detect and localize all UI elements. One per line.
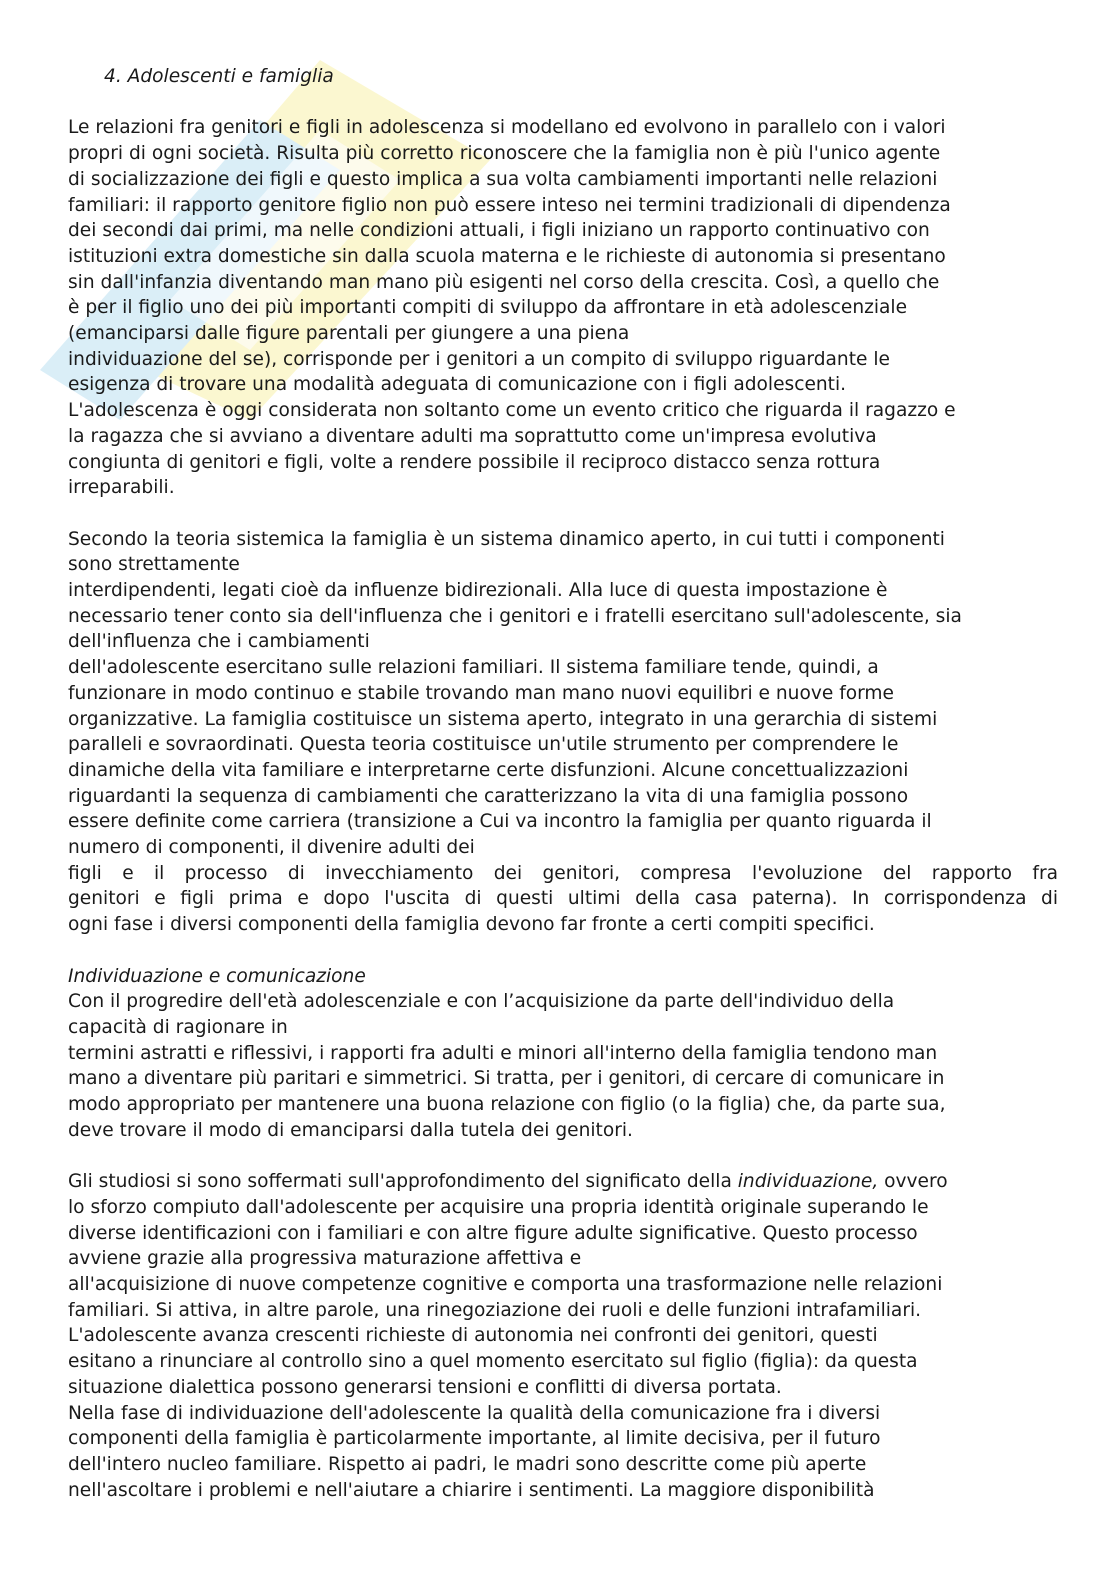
text-line: propri di ogni società. Risulta più corretto riconoscere che la famiglia non è più l'unico agente <box>68 143 941 165</box>
paragraph-3 <box>68 964 1058 1144</box>
text-line: dell'intero nucleo familiare. Rispetto ai padri, le madri sono descritte come più aperte <box>68 1453 867 1475</box>
text-line-justified: genitori e figli prima e dopo l'uscita di questi ultimi della casa paterna). In corrispondenza di <box>68 888 1058 910</box>
text-line: diverse identificazioni con i familiari e con altre figure adulte significative. Questo processo <box>68 1222 918 1244</box>
text-line: termini astratti e riflessivi, i rapporti fra adulti e minori all'interno della famiglia tendono man <box>68 1042 938 1064</box>
text-line: Le relazioni fra genitori e figli in adolescenza si modellano ed evolvono in parallelo con i valori <box>68 117 946 139</box>
paragraph-2 <box>68 527 1058 938</box>
text-line: dei secondi dai primi, ma nelle condizioni attuali, i figli iniziano un rapporto continuativo con <box>68 220 930 242</box>
text-line: di socializzazione dei figli e questo implica a sua volta cambiamenti importanti nelle relazioni <box>68 168 938 190</box>
text-line: dell'adolescente esercitano sulle relazioni familiari. Il sistema familiare tende, quindi, a <box>68 657 879 679</box>
text-line-justified: figli e il processo di invecchiamento dei genitori, compresa l'evoluzione del rapporto fra <box>68 862 1058 884</box>
text-line: la ragazza che si avviano a diventare adulti ma soprattutto come un'impresa evolutiva <box>68 425 877 447</box>
paragraph-4 <box>68 1169 1058 1503</box>
text-line: dell'influenza che i cambiamenti <box>68 631 370 653</box>
text-line: familiari: il rapporto genitore figlio non può essere inteso nei termini tradizionali di dipendenza <box>68 194 951 216</box>
text-line: Con il progredire dell'età adolescenziale e con l’acquisizione da parte dell'individuo della <box>68 991 895 1013</box>
text-line: irreparabili. <box>68 477 175 499</box>
text-line: riguardanti la sequenza di cambiamenti che caratterizzano la vita di una famiglia possono <box>68 785 909 807</box>
text-line: deve trovare il modo di emanciparsi dalla tutela dei genitori. <box>68 1119 633 1141</box>
text-line: Secondo la teoria sistemica la famiglia è un sistema dinamico aperto, in cui tutti i componenti <box>68 528 945 550</box>
document-page <box>68 64 1058 1503</box>
text-line: dinamiche della vita familiare e interpretarne certe disfunzioni. Alcune concettualizzazioni <box>68 759 909 781</box>
text-line: situazione dialettica possono generarsi tensioni e conflitti di diversa portata. <box>68 1376 782 1398</box>
text-line: funzionare in modo continuo e stabile trovando man mano nuovi equilibri e nuove forme <box>68 682 894 704</box>
text-line: L'adolescenza è oggi considerata non soltanto come un evento critico che riguarda il ragazzo e <box>68 400 956 422</box>
text-line: necessario tener conto sia dell'influenza che i genitori e i fratelli esercitano sull'adolescente, sia <box>68 605 962 627</box>
text-line: paralleli e sovraordinati. Questa teoria costituisce un'utile strumento per comprendere le <box>68 734 899 756</box>
text-line: nell'ascoltare i problemi e nell'aiutare a chiarire i sentimenti. La maggiore disponibilità <box>68 1479 875 1501</box>
text-line: congiunta di genitori e figli, volte a rendere possibile il reciproco distacco senza rottura <box>68 451 881 473</box>
text-line: interdipendenti, legati cioè da influenze bidirezionali. Alla luce di questa impostazione è <box>68 580 888 602</box>
text-line: numero di componenti, il divenire adulti dei <box>68 837 475 859</box>
text-line: familiari. Si attiva, in altre parole, una rinegoziazione dei ruoli e delle funzioni intrafamiliari. <box>68 1299 922 1321</box>
text-line: mano a diventare più paritari e simmetrici. Si tratta, per i genitori, di cercare di comunicare in <box>68 1068 945 1090</box>
text-line: sin dall'infanzia diventando man mano più esigenti nel corso della crescita. Così, a quello che <box>68 271 940 293</box>
subsection-heading: Individuazione e comunicazione <box>68 965 366 987</box>
text-line: sono strettamente <box>68 554 240 576</box>
text-line: Nella fase di individuazione dell'adolescente la qualità della comunicazione fra i diversi <box>68 1402 881 1424</box>
paragraph-1 <box>68 115 1058 501</box>
text-fragment: Gli studiosi si sono soffermati sull'approfondimento del significato della <box>68 1171 738 1193</box>
text-line: esitano a rinunciare al controllo sino a quel momento esercitato sul figlio (figlia): da questa <box>68 1351 918 1373</box>
text-line: individuazione del se), corrisponde per i genitori a un compito di sviluppo riguardante le <box>68 348 890 370</box>
text-line: capacità di ragionare in <box>68 1016 288 1038</box>
paragraph-gap <box>68 501 1058 527</box>
paragraph-gap <box>68 1143 1058 1169</box>
text-line: ogni fase i diversi componenti della famiglia devono far fronte a certi compiti specifici. <box>68 914 875 936</box>
text-line: lo sforzo compiuto dall'adolescente per acquisire una propria identità originale superando le <box>68 1196 929 1218</box>
text-line: L'adolescente avanza crescenti richieste di autonomia nei confronti dei genitori, questi <box>68 1325 878 1347</box>
text-line: modo appropriato per mantenere una buona relazione con figlio (o la figlia) che, da parte sua, <box>68 1094 946 1116</box>
text-line: è per il figlio uno dei più importanti compiti di sviluppo da affrontare in età adolescenziale <box>68 297 908 319</box>
text-line: essere definite come carriera (transizione a Cui va incontro la famiglia per quanto riguarda il <box>68 811 932 833</box>
paragraph-gap <box>68 938 1058 964</box>
text-line: avviene grazie alla progressiva maturazione affettiva e <box>68 1248 582 1270</box>
text-line: esigenza di trovare una modalità adeguata di comunicazione con i figli adolescenti. <box>68 374 847 396</box>
text-line: componenti della famiglia è particolarmente importante, al limite decisiva, per il futuro <box>68 1428 881 1450</box>
emphasis-term: individuazione, <box>737 1171 879 1193</box>
section-heading: 4. Adolescenti e famiglia <box>104 66 334 87</box>
text-line: all'acquisizione di nuove competenze cognitive e comporta una trasformazione nelle relazioni <box>68 1273 943 1295</box>
text-line <box>68 1169 1058 1195</box>
text-fragment: ovvero <box>878 1171 948 1193</box>
text-line: (emanciparsi dalle figure parentali per giungere a una piena <box>68 323 630 345</box>
text-line: organizzative. La famiglia costituisce un sistema aperto, integrato in una gerarchia di sistemi <box>68 708 938 730</box>
text-line: istituzioni extra domestiche sin dalla scuola materna e le richieste di autonomia si presentano <box>68 245 946 267</box>
